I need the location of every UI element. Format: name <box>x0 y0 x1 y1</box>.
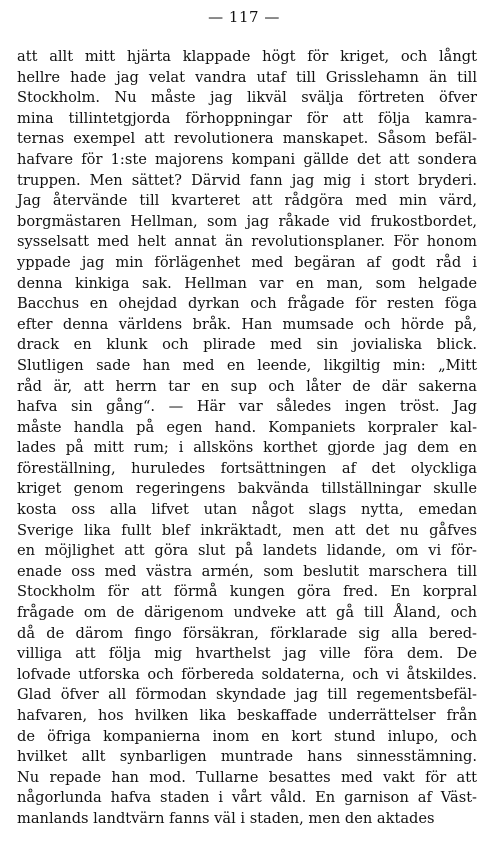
text-line: hellre hade jag velat vandra utaf till Grisslehamn än till <box>17 68 477 86</box>
text-line: någorlunda hafva staden i vårt våld. En garnison af Väst- <box>17 789 477 807</box>
text-line: hafvaren, hos hvilken lika beskaffade underrättelser från <box>17 707 477 724</box>
text-line: Sverige lika fullt blef inkräktadt, men att det nu gåfves <box>17 521 477 539</box>
text-line: efter denna världens bråk. Han mumsade och hörde på, <box>17 315 477 333</box>
text-line: sysselsatt med helt annat än revolutionsplaner. För honom <box>17 233 477 251</box>
text-line: drack en klunk och plirade med sin jovialiska blick. <box>17 336 477 354</box>
text-line: Slutligen sade han med en leende, likgiltig min: „Mitt <box>17 356 477 374</box>
text-line: Jag återvände till kvarteret att rådgöra med min värd, <box>17 192 477 210</box>
text-line: manlands landtvärn fanns väl i staden, men den aktades <box>17 809 435 827</box>
text-line: Bacchus en ohejdad dyrkan och frågade för resten föga <box>17 295 477 313</box>
text-line: ternas exempel att revolutionera manskapet. Såsom befäl- <box>17 130 477 148</box>
text-line: kosta oss alla lifvet utan något slags nytta, emedan <box>17 501 477 519</box>
text-line: denna kinkiga sak. Hellman var en man, som helgade <box>17 274 477 292</box>
text-line: Stockholm för att förmå kungen göra fred. En korpral <box>17 583 477 601</box>
text-line: truppen. Men sättet? Därvid fann jag mig i stort bryderi. <box>17 171 477 189</box>
text-line: hafvare för 1:ste majorens kompani gällde det att sondera <box>17 150 477 168</box>
text-line: lades på mitt rum; i allsköns korthet gjorde jag dem en <box>17 439 477 457</box>
text-line: Nu repade han mod. Tullarne besattes med vakt för att <box>17 768 477 786</box>
page-number: — 117 — <box>208 8 280 26</box>
text-line: villiga att följa mig hvarthelst jag ville föra dem. De <box>17 645 477 663</box>
text-line: mina tillintetgjorda förhoppningar för att följa kamra- <box>17 109 477 127</box>
text-line: enade oss med västra armén, som beslutit marschera till <box>17 562 477 580</box>
text-line: borgmästaren Hellman, som jag råkade vid frukostbordet, <box>17 212 477 230</box>
text-line: en möjlighet att göra slut på landets lidande, om vi för- <box>17 542 477 560</box>
text-line: de öfriga kompanierna inom en kort stund inlupo, och <box>17 727 477 745</box>
text-line: frågade om de därigenom undveke att gå till Åland, och <box>17 604 477 622</box>
text-line: att allt mitt hjärta klappade högt för kriget, och långt <box>17 48 477 65</box>
text-line: Stockholm. Nu måste jag likväl svälja förtreten öfver <box>17 89 477 107</box>
text-line: kriget genom regeringens bakvända tillställningar skulle <box>17 480 477 498</box>
text-line: råd är, att herrn tar en sup och låter de där sakerna <box>17 377 477 395</box>
text-line: då de därom fingo försäkran, förklarade sig alla bered- <box>17 624 477 642</box>
text-line: hvilket allt synbarligen muntrade hans sinnesstämning. <box>17 748 477 766</box>
text-line: Glad öfver all förmodan skyndade jag till regementsbefäl- <box>17 686 477 704</box>
text-line: måste handla på egen hand. Kompaniets korpraler kal- <box>17 418 477 436</box>
text-line: lofvade utforska och förbereda soldaterna, och vi åtskildes. <box>17 665 477 683</box>
text-line: föreställning, huruledes fortsättningen af det olyckliga <box>17 459 477 477</box>
text-line: hafva sin gång“. — Här var således ingen tröst. Jag <box>17 398 477 416</box>
text-line: yppade jag min förlägenhet med begäran af godt råd i <box>17 253 477 271</box>
body-text <box>17 47 477 830</box>
